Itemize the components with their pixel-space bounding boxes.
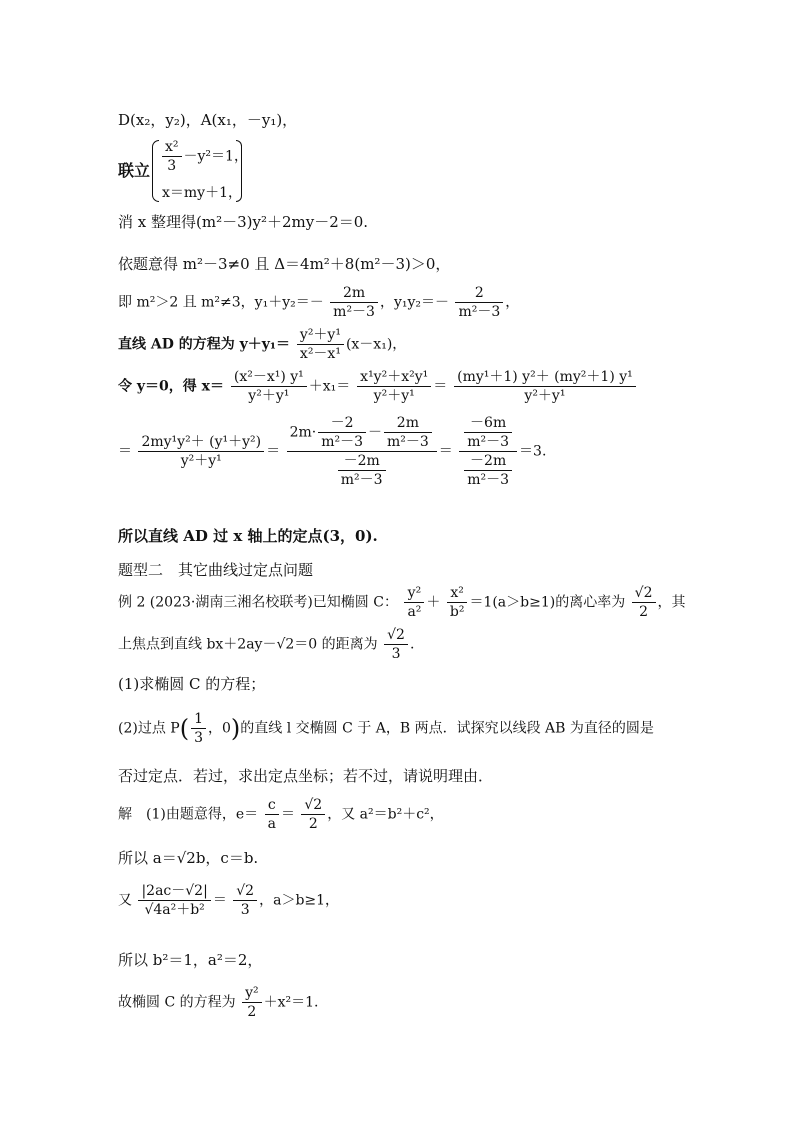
l8-inner-frac-5-den: m²－3	[467, 472, 510, 488]
l5-text-a: 即 m²＞2 且 m²≠3，y₁＋y₂＝－	[118, 294, 324, 311]
line-7	[118, 368, 638, 405]
l20-text-b: ＋x²＝1.	[263, 994, 319, 1011]
l5-text-b: ，y₁y₂＝－	[379, 294, 450, 311]
l5-text-c: ，	[505, 294, 520, 311]
l8-inner-frac-1-num: －2	[318, 414, 366, 433]
l11-text-a: 例 2 (2023·湖南三湘名校联考)已知椭圆 C：	[118, 594, 398, 611]
l14-text-b: ，0	[208, 720, 231, 737]
l8-frac-2-den	[287, 452, 437, 489]
l16-frac-1-num: c	[265, 796, 279, 815]
l8-frac-3-num	[459, 414, 517, 452]
l11-frac-1-den: a²	[407, 604, 422, 620]
l8-inner-frac-5	[464, 452, 512, 489]
l6-text-a: 直线 AD 的方程为 y＋y₁＝	[118, 336, 291, 353]
l6-frac-num: y²＋y¹	[297, 326, 344, 345]
l12-frac	[384, 626, 408, 663]
line-11	[118, 584, 686, 621]
eq1-rest: －y²＝1，	[183, 148, 248, 165]
right-brace	[236, 140, 242, 202]
l8-text-a: ＝	[118, 443, 132, 460]
left-brace	[152, 140, 159, 202]
l11-frac-3-num: √2	[632, 584, 656, 603]
l8-inner-frac-3-den: m²－3	[340, 472, 383, 488]
l16-frac-2-num: √2	[301, 796, 325, 815]
l8-frac-1-den: y²＋y¹	[180, 453, 222, 469]
l14-frac-den: 3	[194, 730, 203, 746]
l18-frac-1-num: |2ac－√2|	[138, 882, 210, 901]
l8-frac-1	[138, 419, 264, 484]
l18-text-b: ＝	[212, 892, 227, 909]
line-6	[118, 326, 406, 363]
line-16	[118, 796, 444, 833]
l11-frac-2-den: b²	[449, 604, 465, 620]
l8-text-c: ＝	[438, 443, 453, 460]
line-5	[118, 284, 519, 321]
l20-frac	[242, 984, 262, 1021]
l7-text-c: ＝	[433, 378, 448, 395]
l8-inner-frac-4	[464, 414, 512, 451]
l7-text-b: ＋x₁＝	[308, 378, 351, 395]
l8-inner-frac-1	[318, 414, 366, 451]
l12-text-a: 上焦点到直线 bx＋2ay－√2＝0 的距离为	[118, 636, 378, 653]
l16-frac-1-den: a	[267, 816, 276, 832]
l5-frac-2	[455, 284, 503, 321]
l18-text-a: 又	[118, 892, 132, 909]
l7-frac-1-num: (x²－x¹) y¹	[231, 368, 307, 387]
l8-text-d: ＝3.	[519, 443, 547, 460]
l8-frac-3	[459, 414, 517, 489]
l11-text-c: ＝1(a＞b≥1)的离心率为	[469, 594, 626, 611]
l11-frac-1	[404, 584, 424, 621]
line-13: (1)求椭圆 C 的方程；	[118, 675, 266, 693]
l6-frac	[297, 326, 344, 363]
l8-frac-3-den	[459, 452, 517, 489]
l11-text-d: ，其	[657, 594, 686, 611]
l11-text-b: ＋	[426, 594, 441, 611]
section-heading: 题型二 其它曲线过定点问题	[118, 561, 314, 579]
l8-inner-frac-5-num: －2m	[464, 452, 512, 471]
l11-frac-2	[447, 584, 468, 621]
l8-inner-frac-2	[384, 414, 432, 451]
l6-text-b: (x－x₁)，	[345, 336, 407, 353]
system-eq2: x＝my＋1，	[162, 185, 242, 201]
l18-frac-2-num: √2	[233, 882, 257, 901]
line-19: 所以 b²＝1，a²＝2，	[118, 951, 263, 969]
l11-frac-3	[632, 584, 656, 621]
l18-text-c: ，a＞b≥1，	[259, 892, 340, 909]
l8-inner-frac-1-den: m²－3	[321, 434, 363, 450]
line-20	[118, 984, 318, 1021]
l11-frac-3-den: 2	[639, 604, 649, 620]
l16-text-c: ，又 a²＝b²＋c²，	[327, 806, 444, 823]
l8-text-b: ＝	[266, 443, 281, 460]
line-14	[118, 710, 654, 747]
l8-frac-2-minus: －	[368, 424, 382, 441]
l5-frac-1-den: m²－3	[333, 304, 375, 320]
l8-inner-frac-2-den: m²－3	[387, 434, 429, 450]
l14-text-c: 的直线 l 交椭圆 C 于 A，B 两点．试探究以线段 AB 为直径的圆是	[240, 720, 654, 737]
l16-frac-2	[301, 796, 325, 833]
l8-frac-2-num-a: 2m·	[289, 424, 317, 441]
system-prefix: 联立	[118, 161, 151, 180]
l12-frac-num: √2	[384, 626, 408, 645]
line-8	[118, 414, 546, 489]
l14-frac	[191, 710, 206, 747]
l16-text-a: 解 (1)由题意得，e＝	[118, 806, 259, 823]
line-15: 否过定点．若过，求出定点坐标；若不过，请说明理由．	[118, 767, 494, 785]
l20-frac-den: 2	[247, 1004, 257, 1020]
l18-frac-2-den: 3	[240, 902, 250, 918]
l18-frac-1	[138, 882, 210, 919]
line-12	[118, 626, 414, 663]
l20-frac-num: y²	[242, 984, 262, 1003]
system-eq1	[160, 138, 248, 175]
l8-frac-1-num: 2my¹y²＋ (y¹＋y²)	[138, 419, 264, 452]
l7-frac-3-den: y²＋y¹	[524, 388, 566, 404]
eq1-num: x²	[162, 138, 182, 157]
l7-frac-2-den: y²＋y¹	[373, 388, 415, 404]
l20-text-a: 故椭圆 C 的方程为	[118, 994, 236, 1011]
l11-frac-2-num: x²	[447, 584, 468, 603]
l8-inner-frac-3	[338, 452, 386, 489]
l7-frac-2	[357, 368, 431, 405]
line-9: 所以直线 AD 过 x 轴上的定点(3，0).	[118, 527, 378, 545]
l8-inner-frac-3-num: －2m	[338, 452, 386, 471]
l7-frac-3-num: (my¹＋1) y²＋ (my²＋1) y¹	[454, 368, 636, 387]
l16-text-b: ＝	[280, 806, 295, 823]
l14-frac-num: 1	[191, 710, 206, 729]
l14-text-a: (2)过点 P	[118, 720, 180, 737]
l7-text-a: 令 y＝0，得 x＝	[118, 378, 224, 395]
l8-frac-2-num	[287, 414, 437, 452]
eq1-den: 3	[167, 158, 177, 174]
l11-frac-1-num: y²	[404, 584, 424, 603]
line-3: 消 x 整理得(m²－3)y²＋2my－2＝0.	[118, 213, 369, 231]
l12-text-b: .	[409, 636, 415, 653]
line-17: 所以 a＝√2b，c＝b.	[118, 849, 259, 867]
l8-inner-frac-2-num: 2m	[384, 414, 432, 433]
l16-frac-2-den: 2	[308, 816, 318, 832]
l7-frac-3	[454, 368, 636, 405]
l18-frac-1-den: √4a²＋b²	[144, 902, 205, 918]
l5-frac-1-num: 2m	[330, 284, 378, 303]
line-4: 依题意得 m²－3≠0 且 Δ＝4m²＋8(m²－3)＞0，	[118, 255, 451, 273]
l18-frac-2	[233, 882, 257, 919]
l14-open-paren: (	[179, 714, 190, 743]
line-1: D(x₂，y₂)，A(x₁，－y₁)，	[118, 111, 298, 129]
line-18	[118, 882, 339, 919]
l5-frac-2-den: m²－3	[458, 304, 501, 320]
eq1-fraction	[162, 138, 182, 175]
l8-frac-2	[287, 414, 437, 489]
l12-frac-den: 3	[391, 646, 401, 662]
l7-frac-1	[231, 368, 307, 405]
l7-frac-1-den: y²＋y¹	[248, 388, 290, 404]
l5-frac-1	[330, 284, 378, 321]
l8-inner-frac-4-num: －6m	[464, 414, 512, 433]
l8-inner-frac-4-den: m²－3	[467, 434, 510, 450]
l7-frac-2-num: x¹y²＋x²y¹	[357, 368, 431, 387]
l6-frac-den: x²－x¹	[299, 346, 341, 362]
l14-close-paren: )	[230, 714, 241, 743]
l5-frac-2-num: 2	[455, 284, 503, 303]
l16-frac-1	[265, 796, 279, 833]
